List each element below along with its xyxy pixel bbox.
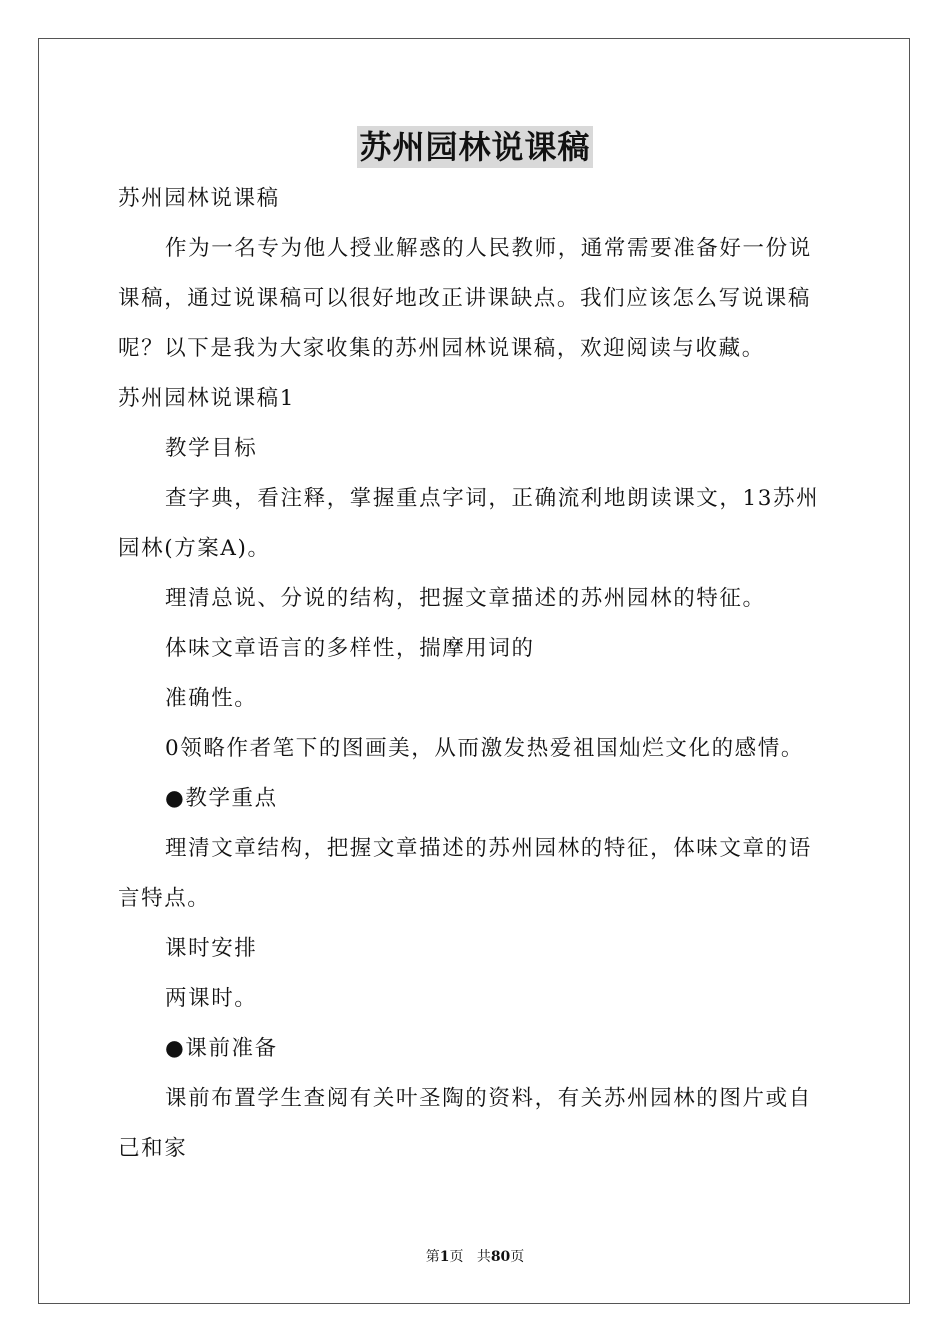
title-container <box>0 126 950 168</box>
document-body <box>118 174 833 1174</box>
paragraph: 教学目标 <box>165 436 258 461</box>
footer-page-current: 1 <box>439 1249 450 1265</box>
footer-total-unit: 页 <box>510 1249 525 1265</box>
paragraph: ●课前准备 <box>165 1036 278 1061</box>
paragraph: 作为一名专为他人授业解惑的人民教师，通常需要准备好一份说课稿，通过说课稿可以很好地改正讲课缺点。我们应该怎么写说课稿呢？以下是我为大家收集的苏州园林说课稿，欢迎阅读与收藏。 <box>118 236 812 361</box>
paragraph: ●教学重点 <box>165 786 278 811</box>
document-title: 苏州园林说课稿 <box>359 128 591 166</box>
paragraph: 课前布置学生查阅有关叶圣陶的资料，有关苏州园林的图片或自己和家 <box>118 1086 812 1161</box>
paragraph: 两课时。 <box>165 986 258 1011</box>
paragraph: 苏州园林说课稿1 <box>118 386 295 411</box>
page-footer <box>0 1246 950 1266</box>
footer-page-prefix: 第 <box>425 1249 440 1265</box>
paragraph: 准确性。 <box>165 686 258 711</box>
paragraph: 理清总说、分说的结构，把握文章描述的苏州园林的特征。 <box>165 586 766 611</box>
paragraph: 苏州园林说课稿 <box>118 186 280 211</box>
footer-page-total: 80 <box>490 1249 511 1265</box>
footer-page-unit: 页 <box>449 1249 464 1265</box>
paragraph: 查字典，看注释，掌握重点字词，正确流利地朗读课文，13苏州园林(方案A)。 <box>118 486 820 561</box>
paragraph: 理清文章结构，把握文章描述的苏州园林的特征，体味文章的语言特点。 <box>118 836 812 911</box>
footer-total-prefix: 共 <box>476 1249 491 1265</box>
paragraph: 课时安排 <box>165 936 258 961</box>
paragraph: 0领略作者笔下的图画美，从而激发热爱祖国灿烂文化的感情。 <box>165 736 804 761</box>
paragraph: 体味文章语言的多样性，揣摩用词的 <box>165 636 535 661</box>
